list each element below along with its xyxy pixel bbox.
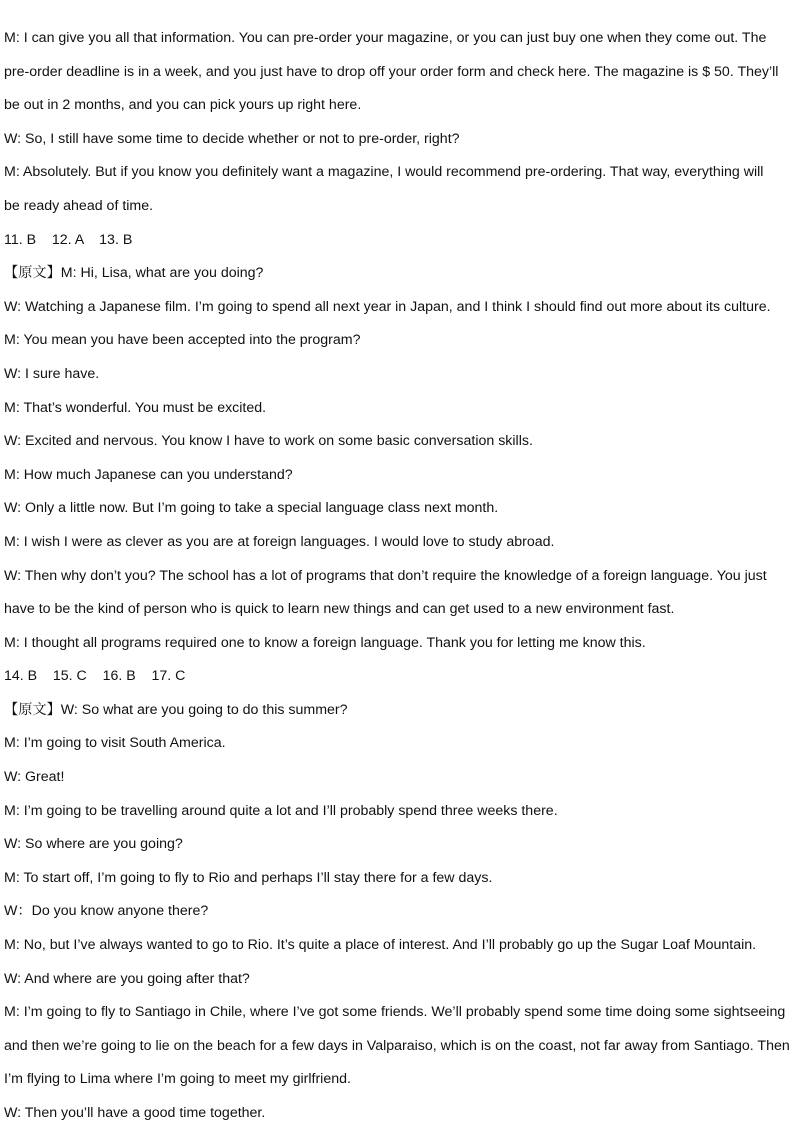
answer-key: 14. B 15. C 16. B 17. C xyxy=(4,668,186,685)
text-line: M: I wish I were as clever as you are at foreign languages. I would love to study abroad. xyxy=(4,533,555,550)
text-line: M: That’s wonderful. You must be excited. xyxy=(4,399,267,416)
text-line: W: Only a little now. But I’m going to take a special language class next month. xyxy=(4,500,499,517)
text-line: M: How much Japanese can you understand? xyxy=(4,466,293,483)
text-line: and then we’re going to lie on the beach for a few days in Valparaiso, which is on the coast, not far away from Santiago. Then xyxy=(4,1037,790,1054)
text-line: W: So where are you going? xyxy=(4,836,183,853)
text-line: be out in 2 months, and you can pick yours up right here. xyxy=(4,97,362,114)
text-line: I’m flying to Lima where I’m going to meet my girlfriend. xyxy=(4,1071,351,1088)
text-line: W: I sure have. xyxy=(4,365,100,382)
transcript-start: 【原文】M: Hi, Lisa, what are you doing? xyxy=(4,265,264,282)
text-line: pre-order deadline is in a week, and you just have to drop off your order form and check here. The magazine is $ 50. They’ll xyxy=(4,63,779,80)
text-line: M: You mean you have been accepted into the program? xyxy=(4,332,361,349)
text-line: W: Excited and nervous. You know I have to work on some basic conversation skills. xyxy=(4,433,533,450)
answer-key: 11. B 12. A 13. B xyxy=(4,231,133,248)
text-line: M: I’m going to fly to Santiago in Chile, where I’ve got some friends. We’ll probably spend some time doing some sightseeing xyxy=(4,1004,786,1021)
text-line: W: And where are you going after that? xyxy=(4,970,250,987)
text-line: M: No, but I’ve always wanted to go to Rio. It’s quite a place of interest. And I’ll probably go up the Sugar Loaf Mountain. xyxy=(4,937,757,954)
text-line: W: Then why don’t you? The school has a lot of programs that don’t require the knowledge of a foreign language. You just xyxy=(4,567,767,584)
text-line: M: I can give you all that information. You can pre-order your magazine, or you can just buy one when they come out. The xyxy=(4,30,767,46)
text-line: W：Do you know anyone there? xyxy=(4,903,209,920)
text-line: M: I thought all programs required one to know a foreign language. Thank you for letting me know this. xyxy=(4,634,646,651)
text-line: M: To start off, I’m going to fly to Rio and perhaps I’ll stay there for a few days. xyxy=(4,869,493,886)
text-line: have to be the kind of person who is quick to learn new things and can get used to a new environment fast. xyxy=(4,601,675,618)
text-line: W: Then you’ll have a good time together. xyxy=(4,1105,266,1121)
text-line: W: Great! xyxy=(4,769,65,786)
text-line: be ready ahead of time. xyxy=(4,197,154,214)
text-line: M: I’m going to visit South America. xyxy=(4,735,226,752)
text-line: M: Absolutely. But if you know you definitely want a magazine, I would recommend pre-ordering. That way, everything will xyxy=(4,164,764,181)
transcript-start: 【原文】W: So what are you going to do this summer? xyxy=(4,701,348,718)
text-line: W: Watching a Japanese film. I’m going to spend all next year in Japan, and I think I should find out more about its culture. xyxy=(4,298,771,315)
text-line: M: I’m going to be travelling around quite a lot and I’ll probably spend three weeks there. xyxy=(4,802,558,819)
text-line: W: So, I still have some time to decide whether or not to pre-order, right? xyxy=(4,130,460,147)
